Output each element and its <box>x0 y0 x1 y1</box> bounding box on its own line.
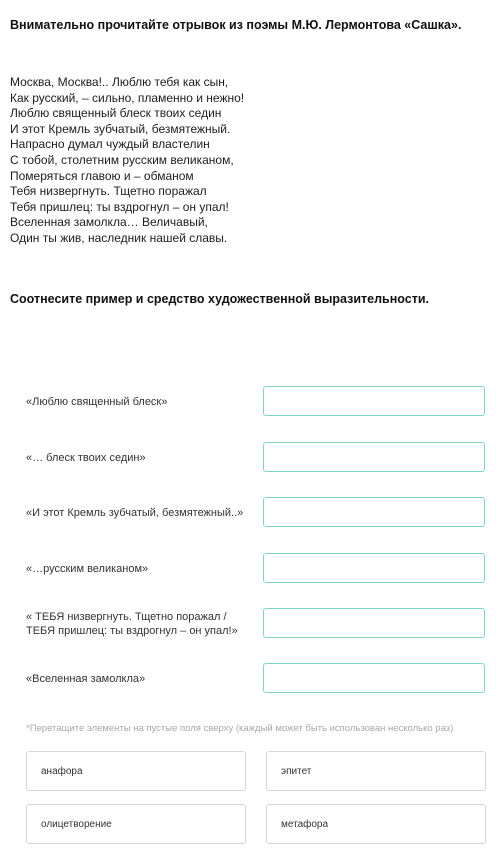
drop-zone-5[interactable] <box>263 608 485 638</box>
poem-line: Люблю священный блеск твоих седин <box>10 106 222 121</box>
poem-line: Как русский, – сильно, пламенно и нежно! <box>10 90 245 105</box>
drop-zone-4[interactable] <box>263 553 485 583</box>
poem-excerpt <box>10 75 244 247</box>
match-prompt-5: « ТЕБЯ низвергнуть. Тщетно поражал / ТЕБЯ пришлец: ты вздрогнул – он упал!» <box>26 611 238 637</box>
drop-zone-2[interactable] <box>263 442 485 472</box>
match-prompt-4: «…русским великаном» <box>26 563 149 575</box>
instruction-title: Внимательно прочитайте отрывок из поэмы М.Ю. Лермонтова «Сашка». <box>10 18 462 32</box>
poem-line: Один ты жив, наследник нашей славы. <box>10 230 228 245</box>
poem-line: Тебя низвергнуть. Тщетно поражал <box>10 184 207 199</box>
option-epithet[interactable]: эпитет <box>266 751 486 791</box>
option-personification[interactable]: олицетворение <box>26 804 246 844</box>
drop-zone-6[interactable] <box>263 663 485 693</box>
option-anaphora[interactable]: анафора <box>26 751 246 791</box>
match-prompt-2: «… блеск твоих седин» <box>26 452 146 464</box>
poem-line: Тебя пришлец: ты вздрогнул – он упал! <box>10 199 229 214</box>
option-metaphor[interactable]: метафора <box>266 804 486 844</box>
poem-line: С тобой, столетним русским великаном, <box>10 152 234 167</box>
poem-line: Напрасно думал чуждый властелин <box>10 137 210 152</box>
poem-line: Москва, Москва!.. Люблю тебя как сын, <box>10 75 229 89</box>
match-prompt-6: «Вселенная замолкла» <box>26 673 146 685</box>
poem-line: И этот Кремль зубчатый, безмятежный. <box>10 121 231 136</box>
match-prompt-3: «И этот Кремль зубчатый, безмятежный..» <box>26 507 244 519</box>
poem-line: Померяться главою и – обманом <box>10 168 194 183</box>
task-heading: Соотнесите пример и средство художественной выразительности. <box>10 292 429 306</box>
match-prompt-1: «Люблю священный блеск» <box>26 396 168 408</box>
drop-zone-1[interactable] <box>263 386 485 416</box>
drag-hint: *Перетащите элементы на пустые поля сверху (каждый может быть использован несколько раз) <box>26 723 454 734</box>
drop-zone-3[interactable] <box>263 497 485 527</box>
poem-line: Вселенная замолкла… Величавый, <box>10 215 208 230</box>
